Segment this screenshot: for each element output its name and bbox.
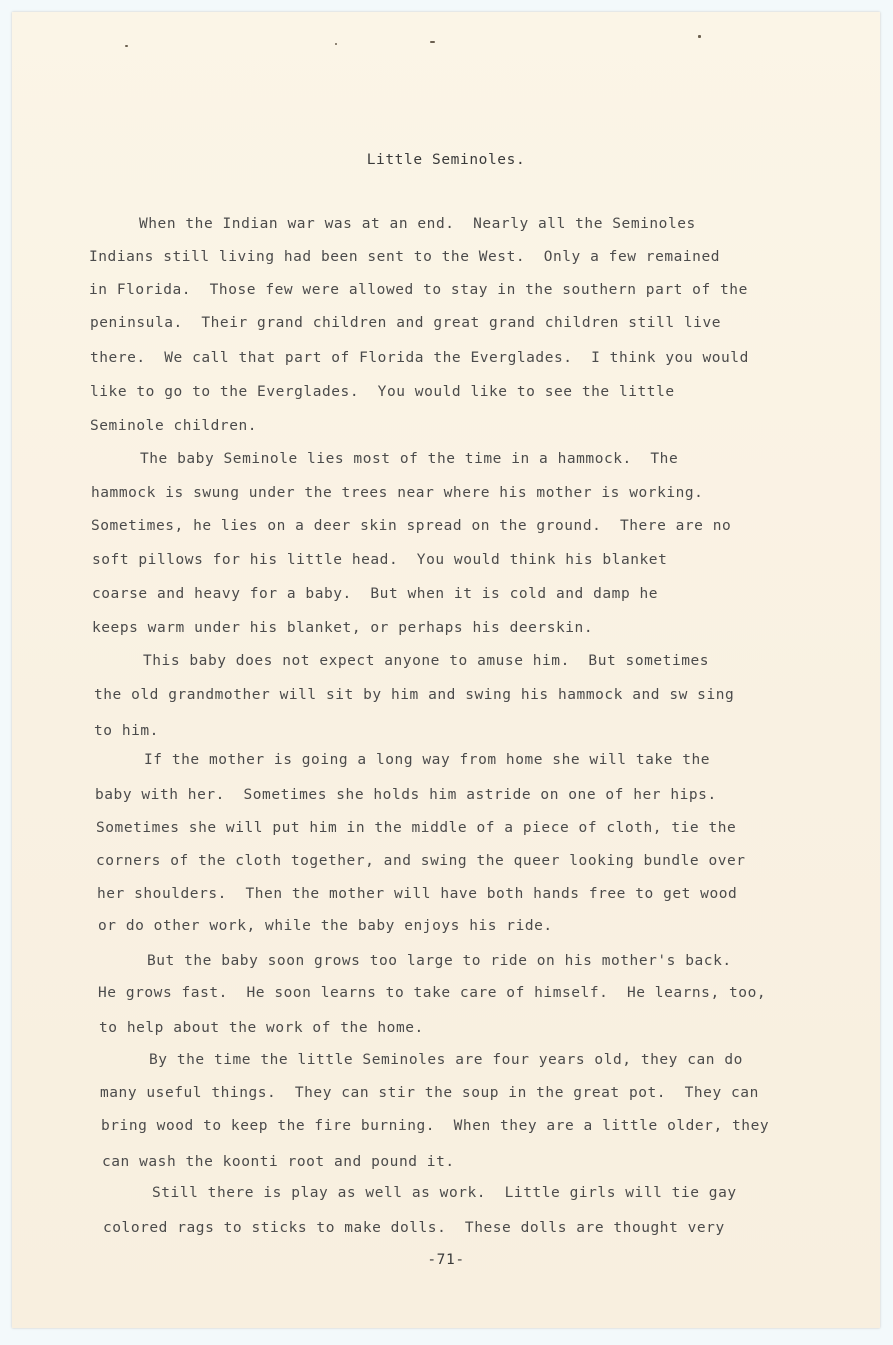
- text-line: Sometimes she will put him in the middle of a piece of cloth, tie the: [96, 820, 737, 836]
- text-line: the old grandmother will sit by him and swing his hammock and sw sing: [94, 687, 735, 703]
- text-line: colored rags to sticks to make dolls. These dolls are thought very: [103, 1220, 725, 1236]
- text-line: This baby does not expect anyone to amuse him. But sometimes: [143, 653, 710, 669]
- text-line: peninsula. Their grand children and great grand children still live: [90, 315, 722, 331]
- text-line: or do other work, while the baby enjoys his ride.: [98, 918, 553, 934]
- text-line: can wash the koonti root and pound it.: [102, 1154, 455, 1170]
- text-line: hammock is swung under the trees near where his mother is working.: [91, 485, 704, 501]
- text-line: He grows fast. He soon learns to take care of himself. He learns, too,: [98, 985, 767, 1001]
- text-line: Sometimes, he lies on a deer skin spread on the ground. There are no: [91, 518, 732, 534]
- text-line: like to go to the Everglades. You would like to see the little: [90, 384, 675, 400]
- text-line: many useful things. They can stir the soup in the great pot. They can: [100, 1085, 759, 1101]
- text-line: If the mother is going a long way from home she will take the: [144, 752, 711, 768]
- text-line: coarse and heavy for a baby. But when it is cold and damp he: [92, 586, 659, 602]
- text-line: keeps warm under his blanket, or perhaps his deerskin.: [92, 620, 594, 636]
- text-line: corners of the cloth together, and swing the queer looking bundle over: [96, 853, 746, 869]
- text-line: to him.: [94, 723, 159, 739]
- text-line: bring wood to keep the fire burning. When they are a little older, they: [101, 1118, 770, 1134]
- paper-speck: [430, 41, 435, 43]
- text-line: soft pillows for his little head. You would think his blanket: [92, 552, 668, 568]
- paper-speck: [125, 45, 128, 47]
- paper-speck: [698, 35, 701, 38]
- paper-speck: [335, 43, 337, 45]
- text-line: By the time the little Seminoles are four years old, they can do: [149, 1052, 743, 1068]
- text-line: there. We call that part of Florida the Everglades. I think you would: [90, 350, 749, 366]
- text-line: But the baby soon grows too large to ride on his mother's back.: [147, 953, 732, 969]
- text-line: Indians still living had been sent to the West. Only a few remained: [89, 249, 721, 265]
- text-line: to help about the work of the home.: [99, 1020, 424, 1036]
- text-line: The baby Seminole lies most of the time in a hammock. The: [140, 451, 679, 467]
- text-line: Seminole children.: [90, 418, 258, 434]
- page-number: -71-: [427, 1252, 465, 1268]
- page-title: Little Seminoles.: [366, 152, 526, 168]
- text-line: in Florida. Those few were allowed to stay in the southern part of the: [89, 282, 748, 298]
- text-line: Still there is play as well as work. Little girls will tie gay: [152, 1185, 737, 1201]
- text-line: baby with her. Sometimes she holds him astride on one of her hips.: [95, 787, 717, 803]
- text-line: When the Indian war was at an end. Nearly all the Seminoles: [139, 216, 696, 232]
- text-line: her shoulders. Then the mother will have both hands free to get wood: [97, 886, 738, 902]
- typewritten-page: [12, 12, 880, 1328]
